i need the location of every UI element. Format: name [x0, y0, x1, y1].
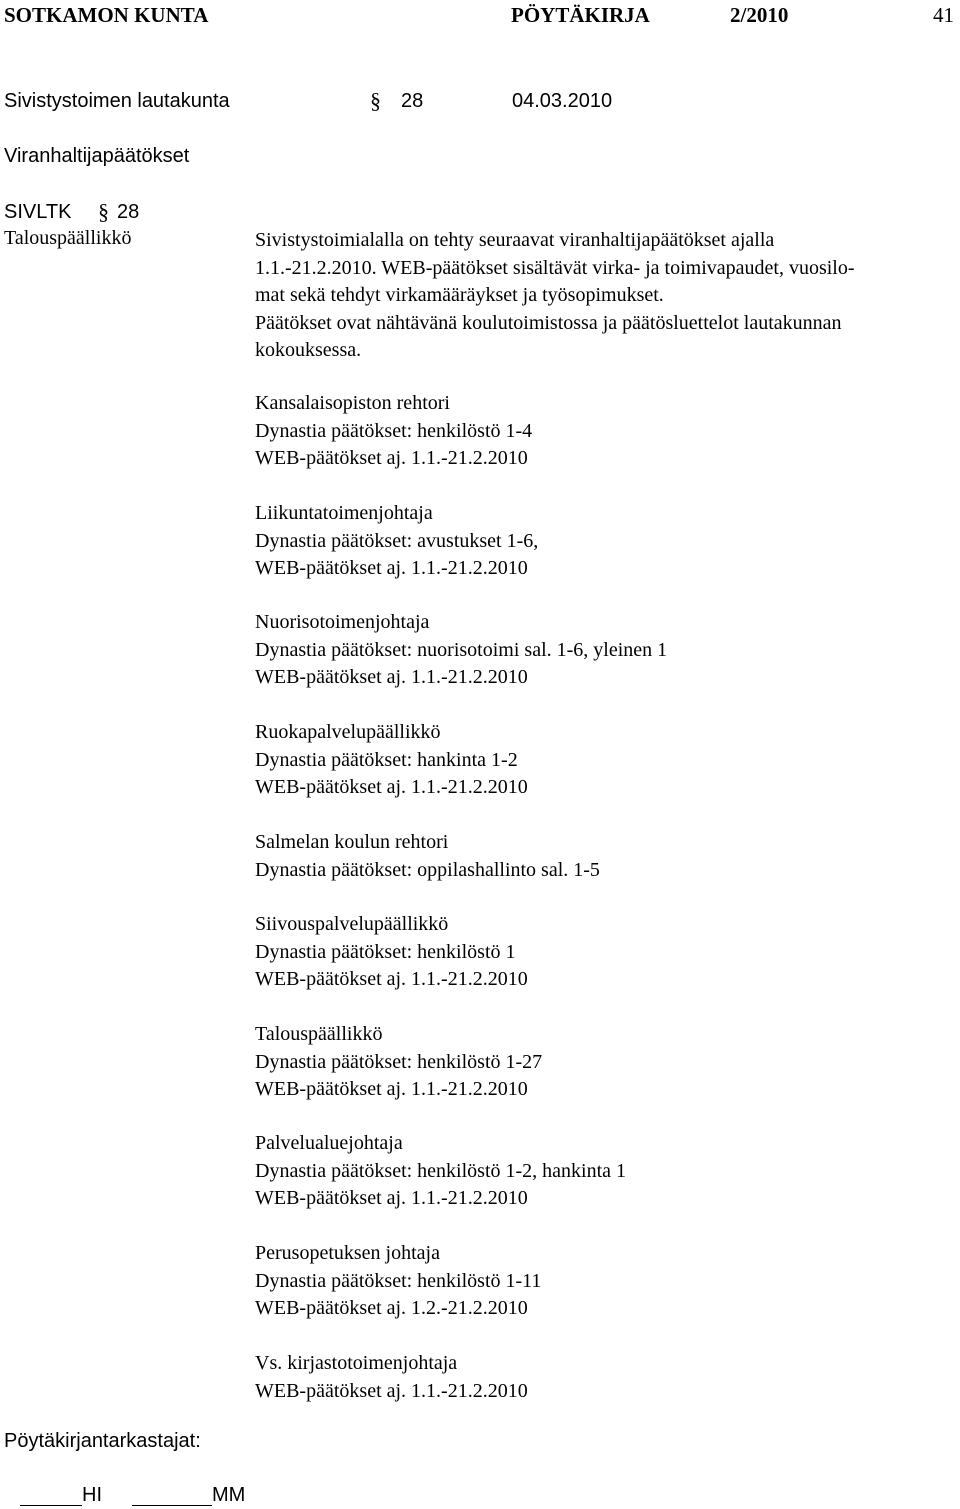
decision-dynastia: Dynastia päätökset: henkilöstö 1-11: [255, 1269, 542, 1292]
intro-line: Sivistystoimialalla on tehty seuraavat viranhaltijapäätökset ajalla: [255, 229, 775, 251]
decision-official: Siivouspalvelupäällikkö: [255, 913, 449, 935]
meeting-body: Sivistystoimen lautakunta: [4, 90, 230, 112]
decision-web: WEB-päätökset aj. 1.2.-21.2.2010: [255, 1297, 528, 1319]
decision-web: WEB-päätökset aj. 1.1.-21.2.2010: [255, 447, 528, 469]
decision-dynastia: Dynastia päätökset: henkilöstö 1: [255, 940, 516, 963]
section-code-number: 28: [117, 201, 140, 223]
decision-dynastia: Dynastia päätökset: hankinta 1-2: [255, 748, 518, 771]
decision-web: WEB-päätökset aj. 1.1.-21.2.2010: [255, 557, 528, 579]
intro-line: 1.1.-21.2.2010. WEB-päätökset sisältävät virka- ja toimivapaudet, vuosilo-: [255, 256, 855, 279]
minutes-checkers-label: Pöytäkirjantarkastajat:: [4, 1430, 201, 1452]
decision-web: WEB-päätökset aj. 1.1.-21.2.2010: [255, 776, 528, 798]
decision-palvelualue: [255, 1130, 626, 1213]
document-type: PÖYTÄKIRJA: [511, 3, 650, 27]
decision-dynastia: Dynastia päätökset: avustukset 1-6,: [255, 529, 539, 552]
decision-official: Palvelualuejohtaja: [255, 1132, 403, 1154]
signature-line-1: [20, 1505, 82, 1506]
signature-line-2: [132, 1505, 212, 1506]
decision-nuoriso: [255, 609, 667, 692]
decision-dynastia: Dynastia päätökset: henkilöstö 1-27: [255, 1050, 543, 1073]
decision-official: Ruokapalvelupäällikkö: [255, 721, 441, 743]
decision-web: WEB-päätökset aj. 1.1.-21.2.2010: [255, 1379, 528, 1402]
decision-official: Talouspäällikkö: [255, 1023, 383, 1045]
decision-salmela: [255, 829, 600, 884]
meeting-section-number: 28: [401, 90, 424, 112]
decision-web: WEB-päätökset aj. 1.1.-21.2.2010: [255, 968, 528, 990]
document-number: 2/2010: [730, 3, 789, 27]
decision-official: Salmelan koulun rehtori: [255, 831, 449, 853]
decision-dynastia: Dynastia päätökset: oppilashallinto sal. 1-5: [255, 858, 600, 881]
intro-line: mat sekä tehdyt virkamääräykset ja työsopimukset.: [255, 284, 664, 306]
intro-line: Päätökset ovat nähtävänä koulutoimistossa ja päätösluettelot lautakunnan: [255, 311, 842, 334]
section-code: SIVLTK: [4, 201, 72, 223]
decision-official: Nuorisotoimenjohtaja: [255, 611, 430, 633]
page-number: 41: [933, 3, 954, 27]
intro-paragraph: [255, 227, 855, 365]
municipality-name: SOTKAMON KUNTA: [4, 3, 209, 27]
decision-official: Vs. kirjastotoimenjohtaja: [255, 1352, 458, 1374]
meeting-date: 04.03.2010: [512, 90, 613, 112]
decision-dynastia: Dynastia päätökset: nuorisotoimi sal. 1-6, yleinen 1: [255, 638, 668, 661]
decision-kansalaisopisto: [255, 390, 532, 473]
checker-initials-1: HI: [82, 1484, 102, 1506]
decision-official: Perusopetuksen johtaja: [255, 1242, 440, 1264]
meeting-section-sign: §: [370, 88, 381, 113]
decision-perusopetus: [255, 1240, 541, 1323]
intro-line: kokouksessa.: [255, 339, 362, 361]
decision-web: WEB-päätökset aj. 1.1.-21.2.2010: [255, 666, 528, 688]
section-code-sign: §: [98, 199, 109, 224]
preparer: Talouspäällikkö: [4, 227, 132, 249]
decision-dynastia: Dynastia päätökset: henkilöstö 1-4: [255, 419, 533, 442]
decision-official: Liikuntatoimenjohtaja: [255, 502, 433, 524]
decision-ruokapalvelu: [255, 719, 528, 802]
checker-initials-2: MM: [212, 1484, 246, 1506]
section-title: Viranhaltijapäätökset: [4, 145, 190, 167]
decision-liikunta: [255, 500, 538, 583]
decision-official: Kansalaisopiston rehtori: [255, 392, 450, 414]
decision-talous: [255, 1021, 542, 1104]
decision-web: WEB-päätökset aj. 1.1.-21.2.2010: [255, 1187, 528, 1209]
decision-kirjasto: [255, 1350, 528, 1405]
decision-web: WEB-päätökset aj. 1.1.-21.2.2010: [255, 1078, 528, 1100]
decision-dynastia: Dynastia päätökset: henkilöstö 1-2, hankinta 1: [255, 1159, 627, 1182]
decision-siivous: [255, 911, 528, 994]
